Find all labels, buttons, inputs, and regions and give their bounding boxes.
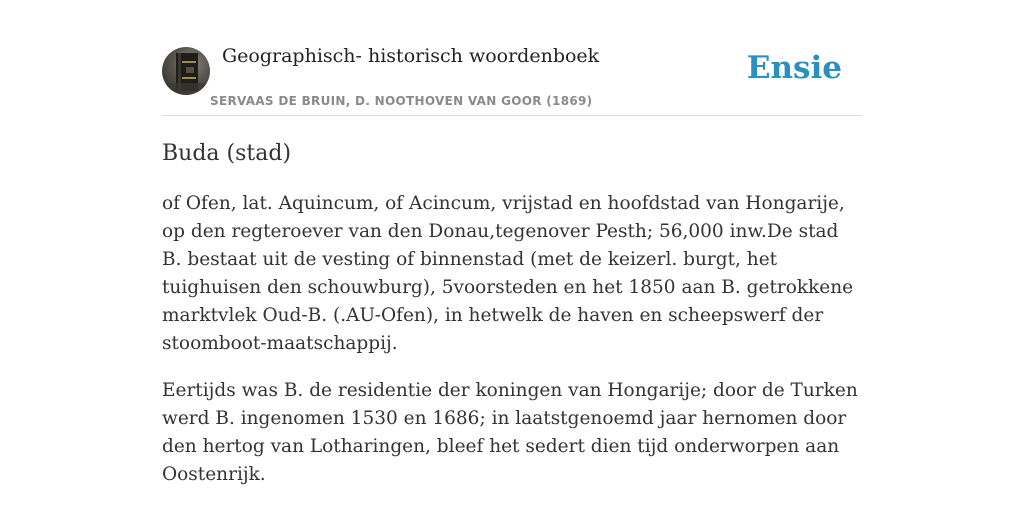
page	[162, 0, 862, 489]
book-cover-icon[interactable]	[162, 47, 210, 95]
ensie-logo-link[interactable]: Ensie	[746, 50, 842, 86]
book-header	[162, 0, 862, 116]
book-cover-image	[162, 47, 210, 95]
entry-title: Buda (stad)	[162, 141, 292, 166]
entry-paragraph-2: Eertijds was B. de residentie der koningen van Hongarije; door de Turken werd B. ingenomen 1530 en 1686; in laatstgenoemd jaar hernomen door den hertog van Lotharingen, bleef het sedert dien tijd onderworpen aan Oostenrijk.	[162, 380, 858, 485]
entry-paragraph-1: of Ofen, lat. Aquincum, of Acincum, vrijstad en hoofdstad van Hongarije, op den regteroever van den Donau,tegenover Pesth; 56,000 inw.De stad B. bestaat uit de vesting of binnenstad (met de keizerl. burgt, het tuighuisen den schouwburg), 5voorsteden en het 1850 aan B. getrokkene marktvlek Oud-B. (.AU-Ofen), in hetwelk de haven en scheepswerf der stoomboot-maatschappij.	[162, 193, 854, 354]
book-authors-year: SERVAAS DE BRUIN, D. NOOTHOVEN VAN GOOR (1869)	[210, 94, 593, 108]
book-title[interactable]: Geographisch- historisch woordenboek	[222, 45, 600, 67]
